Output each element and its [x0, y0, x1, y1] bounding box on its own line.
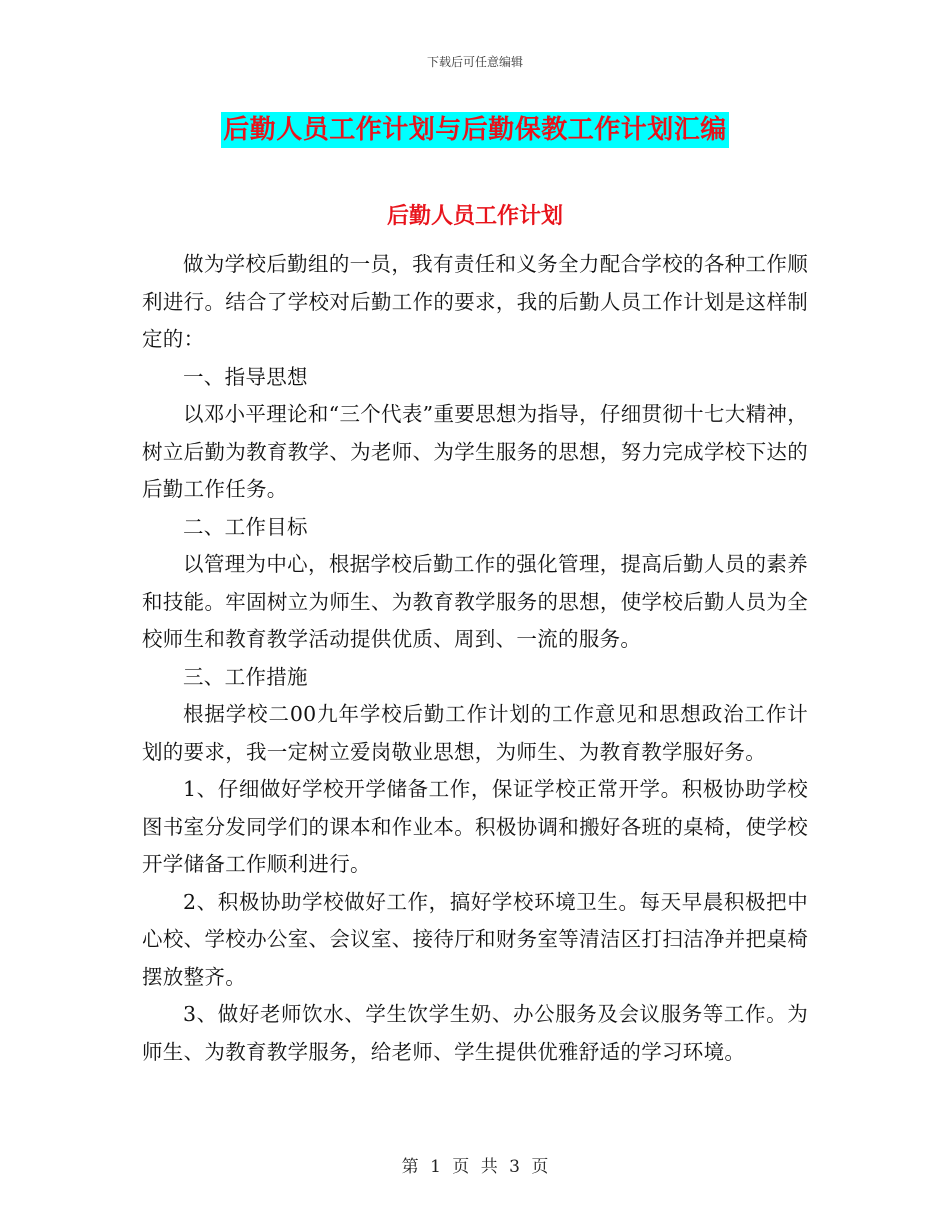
heading-work-goals: 二、工作目标: [183, 514, 308, 539]
list-item-2: 2、积极协助学校做好工作，搞好学校环境卫生。每天早晨积极把中心校、学校办公室、会议室、接待厅和财务室等清洁区打扫洁净并把桌椅摆放整齐。: [142, 889, 808, 989]
document-title: [0, 112, 950, 148]
document-body: [142, 246, 808, 1071]
page-footer: 第 1 页 共 3 页: [401, 1157, 549, 1177]
paragraph-intro: 做为学校后勤组的一员，我有责任和义务全力配合学校的各种工作顺利进行。结合了学校对后勤工作的要求，我的后勤人员工作计划是这样制定的：: [142, 252, 808, 351]
section-title: 后勤人员工作计划: [386, 204, 563, 229]
list-item-3: 3、做好老师饮水、学生饮学生奶、办公服务及会议服务等工作。为师生、为教育教学服务，给老师、学生提供优雅舒适的学习环境。: [142, 1002, 808, 1064]
heading-work-measures: 三、工作措施: [183, 664, 308, 689]
document-title-text: 后勤人员工作计划与后勤保教工作计划汇编: [221, 112, 729, 148]
paragraph-guiding-thought: 以邓小平理论和“三个代表”重要思想为指导，仔细贯彻十七大精神，树立后勤为教育教学、为老师、为学生服务的思想，努力完成学校下达的后勤工作任务。: [142, 402, 808, 501]
heading-guiding-thought: 一、指导思想: [183, 364, 308, 389]
list-item-1: 1、仔细做好学校开学储备工作，保证学校正常开学。积极协助学校图书室分发同学们的课本和作业本。积极协调和搬好各班的桌椅，使学校开学储备工作顺利进行。: [142, 777, 808, 876]
paragraph-work-measures: 根据学校二00九年学校后勤工作计划的工作意见和思想政治工作计划的要求，我一定树立爱岗敬业思想，为师生、为教育教学服好务。: [142, 702, 808, 764]
page-header-note: 下载后可任意编辑: [426, 55, 523, 69]
paragraph-work-goals: 以管理为中心，根据学校后勤工作的强化管理，提高后勤人员的素养和技能。牢固树立为师生、为教育教学服务的思想，使学校后勤人员为全校师生和教育教学活动提供优质、周到、一流的服务。: [142, 552, 808, 651]
